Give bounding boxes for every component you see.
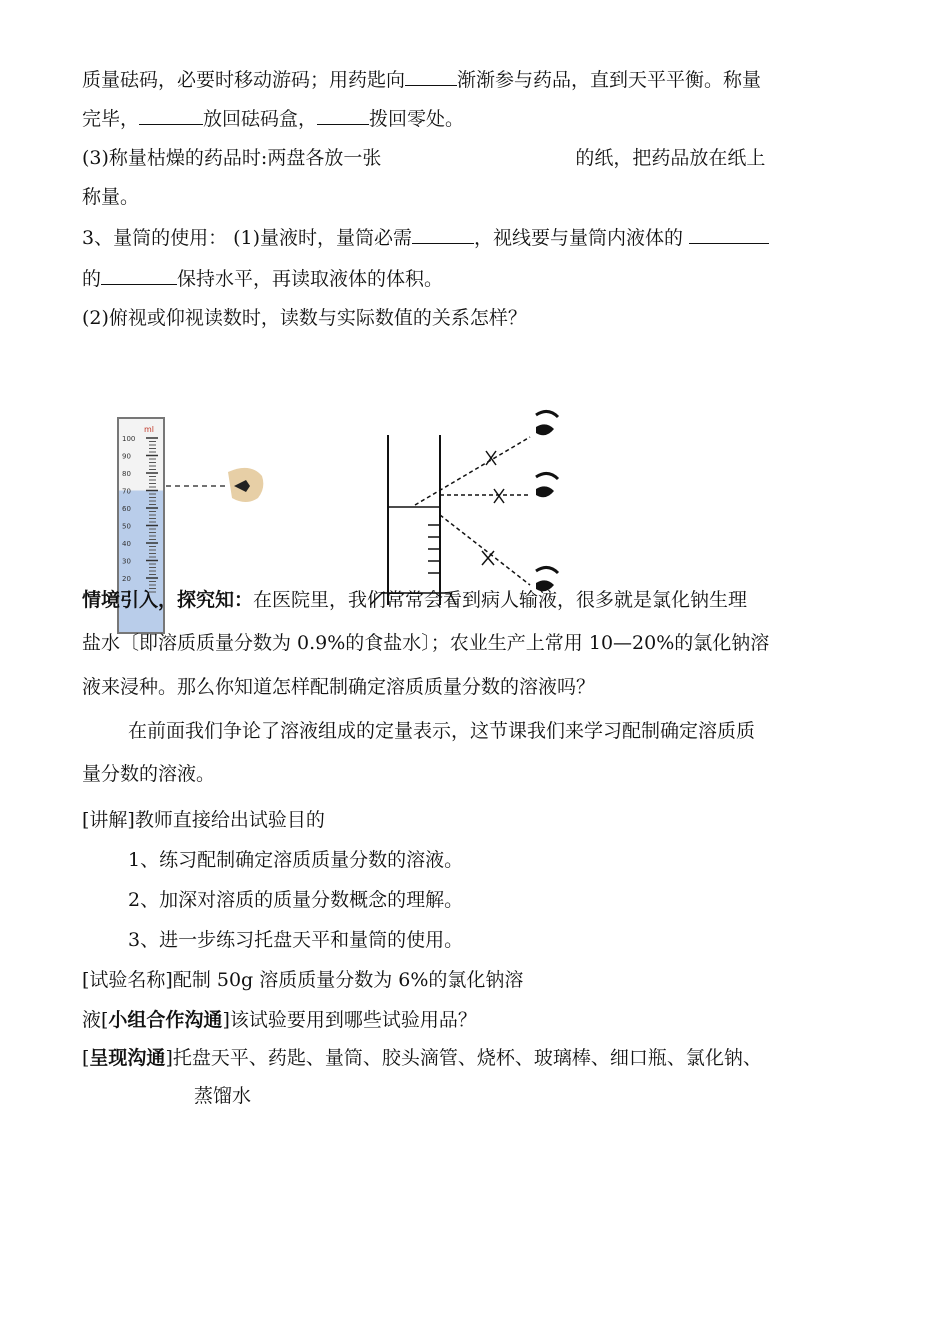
text-line-17: [试验名称]配制 50g 溶质质量分数为 6%的氯化钠溶 <box>82 969 524 991</box>
line3-part-b: 的纸，把药品放在纸上 <box>575 147 766 169</box>
blank-2 <box>139 106 203 125</box>
blank-5 <box>689 225 769 244</box>
text-line-13: [讲解]教师直接给出试验目的 <box>82 809 325 831</box>
line2-part-b: 放回砝码盒， <box>203 108 318 130</box>
line6-part-a: 的 <box>82 268 102 290</box>
blank-6 <box>101 266 177 285</box>
unit-label: ml <box>144 425 155 434</box>
line18-part-c: ]该试验要用到哪些试验用品？ <box>222 1009 477 1031</box>
text-line-14: 1、练习配制确定溶质质量分数的溶液。 <box>128 849 464 871</box>
text-line-12: 量分数的溶液。 <box>82 763 216 785</box>
viewing-angle-diagram <box>370 405 570 615</box>
present-communication-label: 呈现沟通 <box>89 1047 166 1069</box>
tick-label: 50 <box>122 522 131 531</box>
text-line-3 <box>82 146 765 170</box>
cross-marks <box>482 451 504 565</box>
text-line-4: 称量。 <box>82 186 140 208</box>
tick-label: 100 <box>122 435 136 443</box>
line2-part-a: 完毕， <box>82 108 140 130</box>
blank-3 <box>317 106 369 125</box>
tick-label: 40 <box>122 540 131 548</box>
group-communication-label: 小组合作沟通 <box>108 1009 223 1031</box>
line8-part-b: 在医院里，我们常常会看到病人输液，很多就是氯化钠生理 <box>253 589 748 611</box>
text-line-10: 液来浸种。那么你知道怎样配制确定溶质质量分数的溶液吗？ <box>82 676 596 698</box>
scale-marks <box>428 525 440 573</box>
tick-label: 20 <box>122 575 131 583</box>
text-line-7: (2)俯视或仰视读数时，读数与实际数值的关系怎样？ <box>82 307 527 329</box>
eye-icons <box>536 411 558 591</box>
text-line-6 <box>82 266 443 291</box>
text-line-5 <box>82 225 769 250</box>
text-line-2 <box>82 106 464 131</box>
line3-part-a: (3)称量枯燥的药品时:两盘各放一张 <box>82 147 382 169</box>
line19-part-a: [ <box>82 1047 90 1069</box>
tick-label: 30 <box>122 557 131 566</box>
section-heading-intro: 情境引入，探究知： <box>82 589 254 611</box>
tick-label: 60 <box>122 505 131 513</box>
line1-part-b: 渐渐参与药品，直到天平平衡。称量 <box>457 69 762 91</box>
text-line-20: 蒸馏水 <box>194 1085 252 1107</box>
blank-1 <box>405 67 457 86</box>
line2-part-c: 拨回零处。 <box>369 108 465 130</box>
sight-lines <box>415 437 530 585</box>
line5-part-a: 3、量筒的使用： (1)量液时，量筒必需 <box>82 227 413 249</box>
text-line-16: 3、进一步练习托盘天平和量筒的使用。 <box>128 929 464 951</box>
text-line-8 <box>82 588 747 612</box>
text-line-15: 2、加深对溶质的质量分数概念的理解。 <box>128 889 464 911</box>
line6-part-b: 保持水平，再读取液体的体积。 <box>177 268 444 290</box>
text-line-19 <box>82 1046 762 1070</box>
text-line-9: 盐水〔即溶质质量分数为 0.9%的食盐水〕；农业生产上常用 10—20%的氯化钠溶 <box>82 632 770 654</box>
text-line-18 <box>82 1008 477 1032</box>
text-line-11: 在前面我们争论了溶液组成的定量表示，这节课我们来学习配制确定溶质质 <box>128 720 756 742</box>
line5-part-b: ，视线要与量筒内液体的 <box>474 227 684 249</box>
blank-4 <box>412 225 474 244</box>
line19-part-c: ]托盘天平、药匙、量筒、胶头滴管、烧杯、玻璃棒、细口瓶、氯化钠、 <box>165 1047 762 1069</box>
line1-part-a: 质量砝码，必要时移动游码；用药匙向 <box>82 69 406 91</box>
tick-label: 80 <box>122 470 131 478</box>
tick-label: 70 <box>122 487 131 496</box>
text-line-1 <box>82 67 761 92</box>
tick-label: 90 <box>122 452 131 461</box>
line18-part-a: 液[ <box>82 1009 109 1031</box>
